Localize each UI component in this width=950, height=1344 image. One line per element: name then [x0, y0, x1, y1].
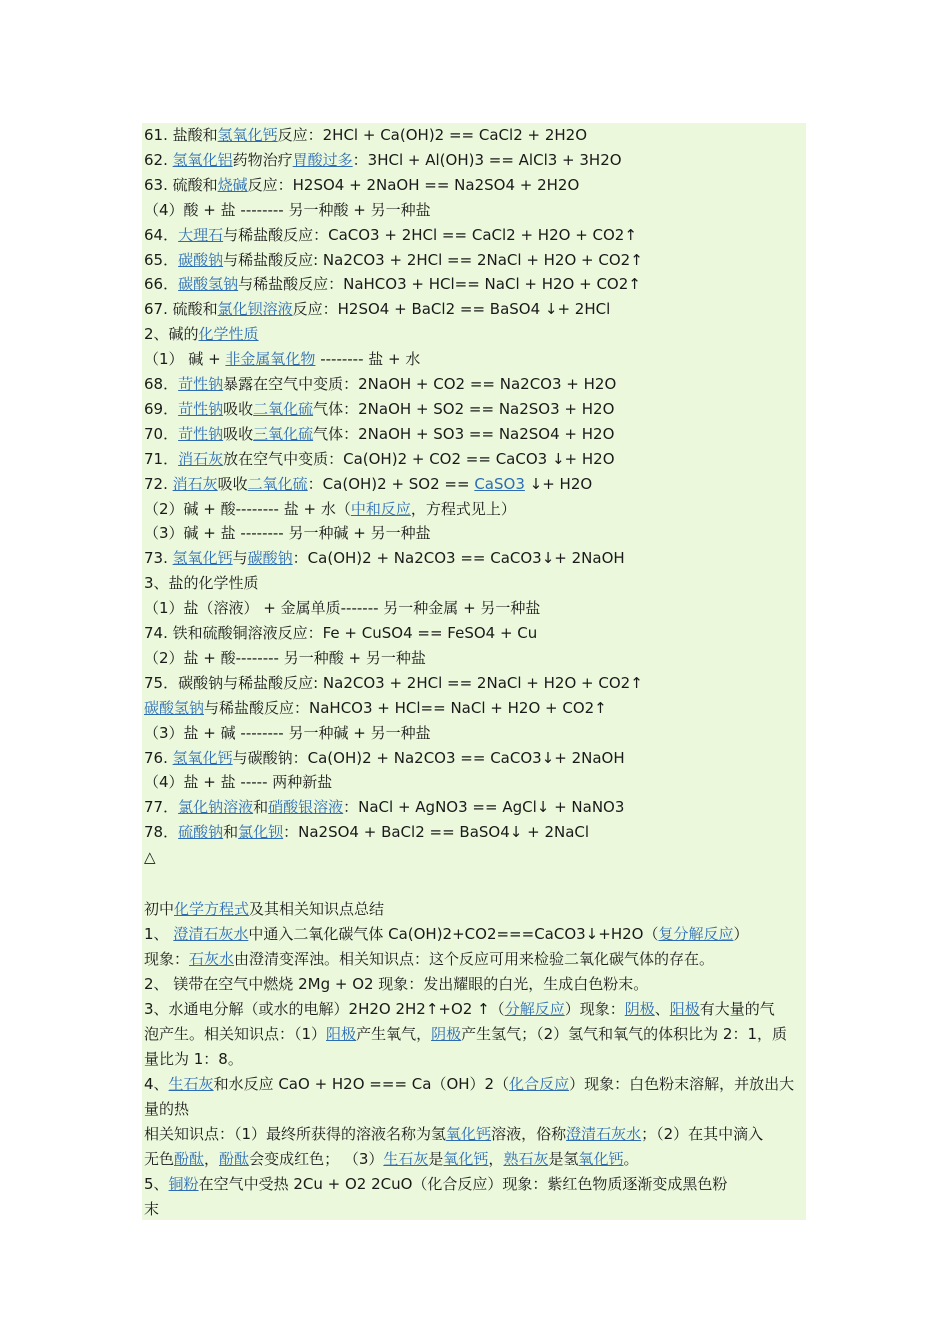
equation-line — [144, 198, 804, 223]
line-text: 61. 盐酸和 — [144, 126, 218, 144]
line-text: 2、 镁带在空气中燃烧 2Mg + O2 现象：发出耀眼的白光，生成白色粉末。 — [144, 975, 649, 993]
summary-line — [144, 947, 804, 972]
equation-line — [144, 372, 804, 397]
term-link[interactable]: 氢氧化钙 — [172, 549, 233, 568]
line-text: （4）酸 + 盐 -------- 另一种酸 + 另一种盐 — [144, 200, 431, 219]
equation-line — [144, 820, 804, 845]
line-text: 75．碳酸钠与稀盐酸反应: Na2CO3 + 2HCl == 2NaCl + H2O + CO2↑ — [144, 673, 643, 692]
term-link[interactable]: 阳极 — [669, 1000, 700, 1018]
line-text: 76. — [144, 748, 173, 767]
line-text: 5、 — [144, 1175, 169, 1193]
line-text: 放在空气中变质：Ca(OH)2 + CO2 == CaCO3 ↓+ H2O — [223, 449, 615, 468]
line-text: 末 — [144, 1200, 160, 1218]
line-text: 是 — [428, 1150, 444, 1168]
line-text: ）现象： — [564, 1000, 625, 1018]
summary-line — [144, 997, 804, 1022]
line-text: 产生氢气；（2）氢气和氧气的体积比为 2：1，质 — [461, 1025, 787, 1043]
line-text: 药物治疗 — [232, 150, 293, 169]
equation-line — [144, 845, 804, 870]
line-text: 泡产生。相关知识点：（1） — [144, 1025, 327, 1043]
line-text: ：NaCl + AgNO3 == AgCl↓ + NaNO3 — [343, 798, 625, 817]
line-text: 74. 铁和硫酸铜溶液反应：Fe + CuSO4 == FeSO4 + Cu — [144, 624, 538, 642]
equation-line — [144, 621, 804, 646]
term-link[interactable]: 澄清石灰水 — [566, 1125, 642, 1143]
term-link[interactable]: 酚酞 — [174, 1150, 205, 1168]
line-text: 会变成红色； （3） — [249, 1150, 384, 1168]
equation-line — [144, 397, 804, 422]
line-text: （2）盐 + 酸-------- 另一种酸 + 另一种盐 — [144, 648, 426, 667]
line-text: 。 — [623, 1150, 639, 1168]
line-text: 反应：H2SO4 + 2NaOH == Na2SO4 + 2H2O — [247, 175, 580, 194]
line-text: （1） 碱 + — [144, 350, 226, 369]
term-link[interactable]: 氢氧化铝 — [172, 150, 233, 169]
summary-line — [144, 897, 804, 922]
equation-line — [144, 571, 804, 596]
equation-line — [144, 671, 804, 696]
term-link[interactable]: 生石灰 — [168, 1075, 214, 1093]
equation-line — [144, 472, 804, 497]
line-text: （2）碱 + 酸-------- 盐 + 水（ — [144, 499, 351, 518]
line-text: 与稀盐酸反应：CaCO3 + 2HCl == CaCl2 + H2O + CO2↑ — [223, 225, 637, 244]
line-text: 吸收 — [217, 474, 248, 493]
summary-line — [144, 1097, 804, 1122]
summary-line — [144, 922, 804, 947]
term-link[interactable]: 化学方程式 — [174, 900, 250, 918]
equation-line — [144, 123, 804, 148]
term-link[interactable]: CaSO3 — [474, 474, 525, 493]
term-link[interactable]: 碳酸氢钠 — [144, 698, 205, 717]
line-text: 72. — [144, 474, 173, 493]
line-text: 反应：H2SO4 + BaCl2 == BaSO4 ↓+ 2HCl — [292, 300, 611, 319]
term-link[interactable]: 非金属氧化物 — [225, 350, 316, 369]
line-text: ：Ca(OH)2 + SO2 == — [307, 474, 475, 493]
line-text: 反应：2HCl + Ca(OH)2 == CaCl2 + 2H2O — [277, 126, 588, 144]
line-text: 现象： — [144, 950, 190, 968]
summary-line — [144, 1147, 804, 1172]
term-link[interactable]: 氯化钡溶液 — [217, 300, 293, 319]
line-text: ， — [204, 1150, 220, 1168]
line-text: 无色 — [144, 1150, 175, 1168]
term-link[interactable]: 胃酸过多 — [292, 150, 353, 169]
term-link[interactable]: 化学性质 — [198, 325, 259, 344]
term-link[interactable]: 消石灰 — [178, 449, 224, 468]
line-text: 63. 硫酸和 — [144, 175, 218, 194]
line-text: ） — [733, 925, 749, 943]
term-link[interactable]: 氢氧化钙 — [217, 126, 278, 144]
term-link[interactable]: 阴极 — [431, 1025, 462, 1043]
term-link[interactable]: 氢氧化钙 — [172, 748, 233, 767]
line-text: 是氢 — [548, 1150, 579, 1168]
term-link[interactable]: 氯化钠溶液 — [178, 798, 254, 817]
term-link[interactable]: 复分解反应 — [658, 925, 734, 943]
line-text: 71． — [144, 449, 179, 468]
equation-line — [144, 422, 804, 447]
term-link[interactable]: 阴极 — [624, 1000, 655, 1018]
term-link[interactable]: 硝酸银溶液 — [268, 798, 344, 817]
equation-line — [144, 546, 804, 571]
line-text: 与碳酸钠：Ca(OH)2 + Na2CO3 == CaCO3↓+ 2NaOH — [232, 748, 625, 767]
term-link[interactable]: 氧化钙 — [443, 1150, 489, 1168]
term-link[interactable]: 三氧化硫 — [253, 424, 314, 443]
line-text: 暴露在空气中变质：2NaOH + CO2 == Na2CO3 + H2O — [223, 375, 617, 393]
line-text: （3）盐 + 碱 -------- 另一种碱 + 另一种盐 — [144, 723, 431, 742]
line-text: 与稀盐酸反应：NaHCO3 + HCl== NaCl + H2O + CO2↑ — [238, 275, 641, 294]
equation-line — [144, 721, 804, 746]
term-link[interactable]: 苛性钠 — [178, 375, 224, 393]
line-text: 66． — [144, 275, 179, 294]
line-text: （4）盐 + 盐 ----- 两种新盐 — [144, 773, 333, 792]
line-text: 3、水通电分解（或水的电解）2H2O 2H2↑+O2 ↑（ — [144, 1000, 505, 1018]
term-link[interactable]: 硫酸钠 — [178, 823, 224, 842]
equation-line — [144, 596, 804, 621]
equation-line — [144, 497, 804, 522]
equation-line — [144, 322, 804, 347]
term-link[interactable]: 熟石灰 — [503, 1150, 549, 1168]
summary-line — [144, 972, 804, 997]
equation-line — [144, 646, 804, 671]
line-text: 与稀盐酸反应：NaHCO3 + HCl== NaCl + H2O + CO2↑ — [204, 698, 607, 717]
line-text: -------- 盐 + 水 — [315, 350, 421, 369]
line-text: ， — [488, 1150, 504, 1168]
summary-line — [144, 1022, 804, 1047]
equation-line — [144, 148, 804, 173]
line-text: 吸收 — [223, 399, 254, 418]
line-text: 77． — [144, 798, 179, 817]
line-text: ）现象：白色粉末溶解，并放出大 — [569, 1075, 795, 1093]
line-text: 及其相关知识点总结 — [249, 900, 385, 918]
line-text: 量比为 1：8。 — [144, 1050, 243, 1068]
line-text: ：Na2SO4 + BaCl2 == BaSO4↓ + 2NaCl — [283, 823, 590, 842]
line-text: 和水反应 CaO + H2O === Ca（OH）2（ — [213, 1075, 510, 1093]
term-link[interactable]: 澄清石灰水 — [173, 925, 249, 943]
term-link[interactable]: 二氧化硫 — [247, 474, 308, 493]
term-link[interactable]: 铜粉 — [168, 1175, 199, 1193]
equation-line — [144, 696, 804, 721]
line-text: 由澄清变浑浊。相关知识点：这个反应可用来检验二氧化碳气体的存在。 — [234, 950, 715, 968]
equation-line — [144, 746, 804, 771]
line-text: 3、盐的化学性质 — [144, 574, 259, 593]
line-text: 量的热 — [144, 1100, 190, 1118]
line-text: 吸收 — [223, 424, 254, 443]
term-link[interactable]: 石灰水 — [189, 950, 235, 968]
term-link[interactable]: 中和反应 — [350, 499, 411, 518]
equation-line — [144, 173, 804, 198]
term-link[interactable]: 阳极 — [326, 1025, 357, 1043]
equation-line — [144, 447, 804, 472]
line-text: 、 — [654, 1000, 670, 1018]
term-link[interactable]: 碳酸氢钠 — [178, 275, 239, 294]
line-text: 与稀盐酸反应: Na2CO3 + 2HCl == 2NaCl + H2O + CO2↑ — [223, 250, 643, 269]
term-link[interactable]: 生石灰 — [383, 1150, 429, 1168]
line-text: ↓+ H2O — [524, 474, 593, 493]
line-text: （3）碱 + 盐 -------- 另一种碱 + 另一种盐 — [144, 524, 431, 543]
line-text: 产生氧气， — [356, 1025, 432, 1043]
term-link[interactable]: 烧碱 — [217, 175, 248, 194]
term-link[interactable]: 氯化钡 — [238, 823, 284, 842]
equation-line — [144, 223, 804, 248]
line-text: 69． — [144, 399, 179, 418]
equation-line — [144, 248, 804, 273]
term-link[interactable]: 分解反应 — [504, 1000, 565, 1018]
line-text: 初中 — [144, 900, 175, 918]
term-link[interactable]: 二氧化硫 — [253, 399, 314, 418]
term-link[interactable]: 消石灰 — [172, 474, 218, 493]
line-text: 64． — [144, 225, 179, 244]
summary-line — [144, 1122, 804, 1147]
line-text: 有大量的气 — [699, 1000, 775, 1018]
term-link[interactable]: 苛性钠 — [178, 399, 224, 418]
line-text: 溶液，俗称 — [491, 1125, 567, 1143]
line-text: 2、碱的 — [144, 325, 199, 344]
equation-line — [144, 347, 804, 372]
line-text: 73. — [144, 549, 173, 568]
line-text: ：Ca(OH)2 + Na2CO3 == CaCO3↓+ 2NaOH — [292, 549, 625, 568]
line-text: 和 — [253, 798, 269, 817]
term-link[interactable]: 氧化钙 — [446, 1125, 492, 1143]
line-text: 70． — [144, 424, 179, 443]
line-text: 67. 硫酸和 — [144, 300, 218, 319]
line-text: 62. — [144, 150, 173, 169]
summary-line — [144, 1072, 804, 1097]
line-text: △ — [144, 848, 156, 867]
summary-line — [144, 1197, 804, 1222]
line-text: 4、 — [144, 1075, 169, 1093]
line-text: 68． — [144, 375, 179, 393]
line-text: 和 — [223, 823, 239, 842]
equation-line — [144, 297, 804, 322]
summary-line — [144, 1172, 804, 1197]
line-text: （1）盐（溶液） + 金属单质------- 另一种金属 + 另一种盐 — [144, 599, 541, 618]
term-link[interactable]: 大理石 — [178, 225, 224, 244]
equation-line — [144, 521, 804, 546]
line-text: ；（2）在其中滴入 — [641, 1125, 764, 1143]
line-text: 78． — [144, 823, 179, 842]
line-text: ，方程式见上） — [410, 499, 516, 518]
equation-line — [144, 795, 804, 820]
term-link[interactable]: 化合反应 — [509, 1075, 570, 1093]
equation-line — [144, 770, 804, 795]
line-text: 65． — [144, 250, 179, 269]
line-text: 相关知识点：（1）最终所获得的溶液名称为氢 — [144, 1125, 447, 1143]
line-text: 在空气中受热 2Cu + O2 2CuO（化合反应）现象：紫红色物质逐渐变成黑色粉 — [198, 1175, 728, 1193]
line-text: 气体：2NaOH + SO2 == Na2SO3 + H2O — [313, 399, 615, 418]
term-link[interactable]: 苛性钠 — [178, 424, 224, 443]
line-text: 1、 — [144, 925, 174, 943]
line-text: ：3HCl + Al(OH)3 == AlCl3 + 3H2O — [352, 150, 622, 169]
term-link[interactable]: 氧化钙 — [578, 1150, 624, 1168]
summary-line — [144, 1047, 804, 1072]
line-text: 气体：2NaOH + SO3 == Na2SO4 + H2O — [313, 424, 615, 443]
term-link[interactable]: 酚酞 — [219, 1150, 250, 1168]
line-text: 中通入二氧化碳气体 Ca(OH)2+CO2===CaCO3↓+H2O（ — [248, 925, 659, 943]
equation-line — [144, 272, 804, 297]
term-link[interactable]: 碳酸钠 — [247, 549, 293, 568]
term-link[interactable]: 碳酸钠 — [178, 250, 224, 269]
line-text: 与 — [232, 549, 248, 568]
